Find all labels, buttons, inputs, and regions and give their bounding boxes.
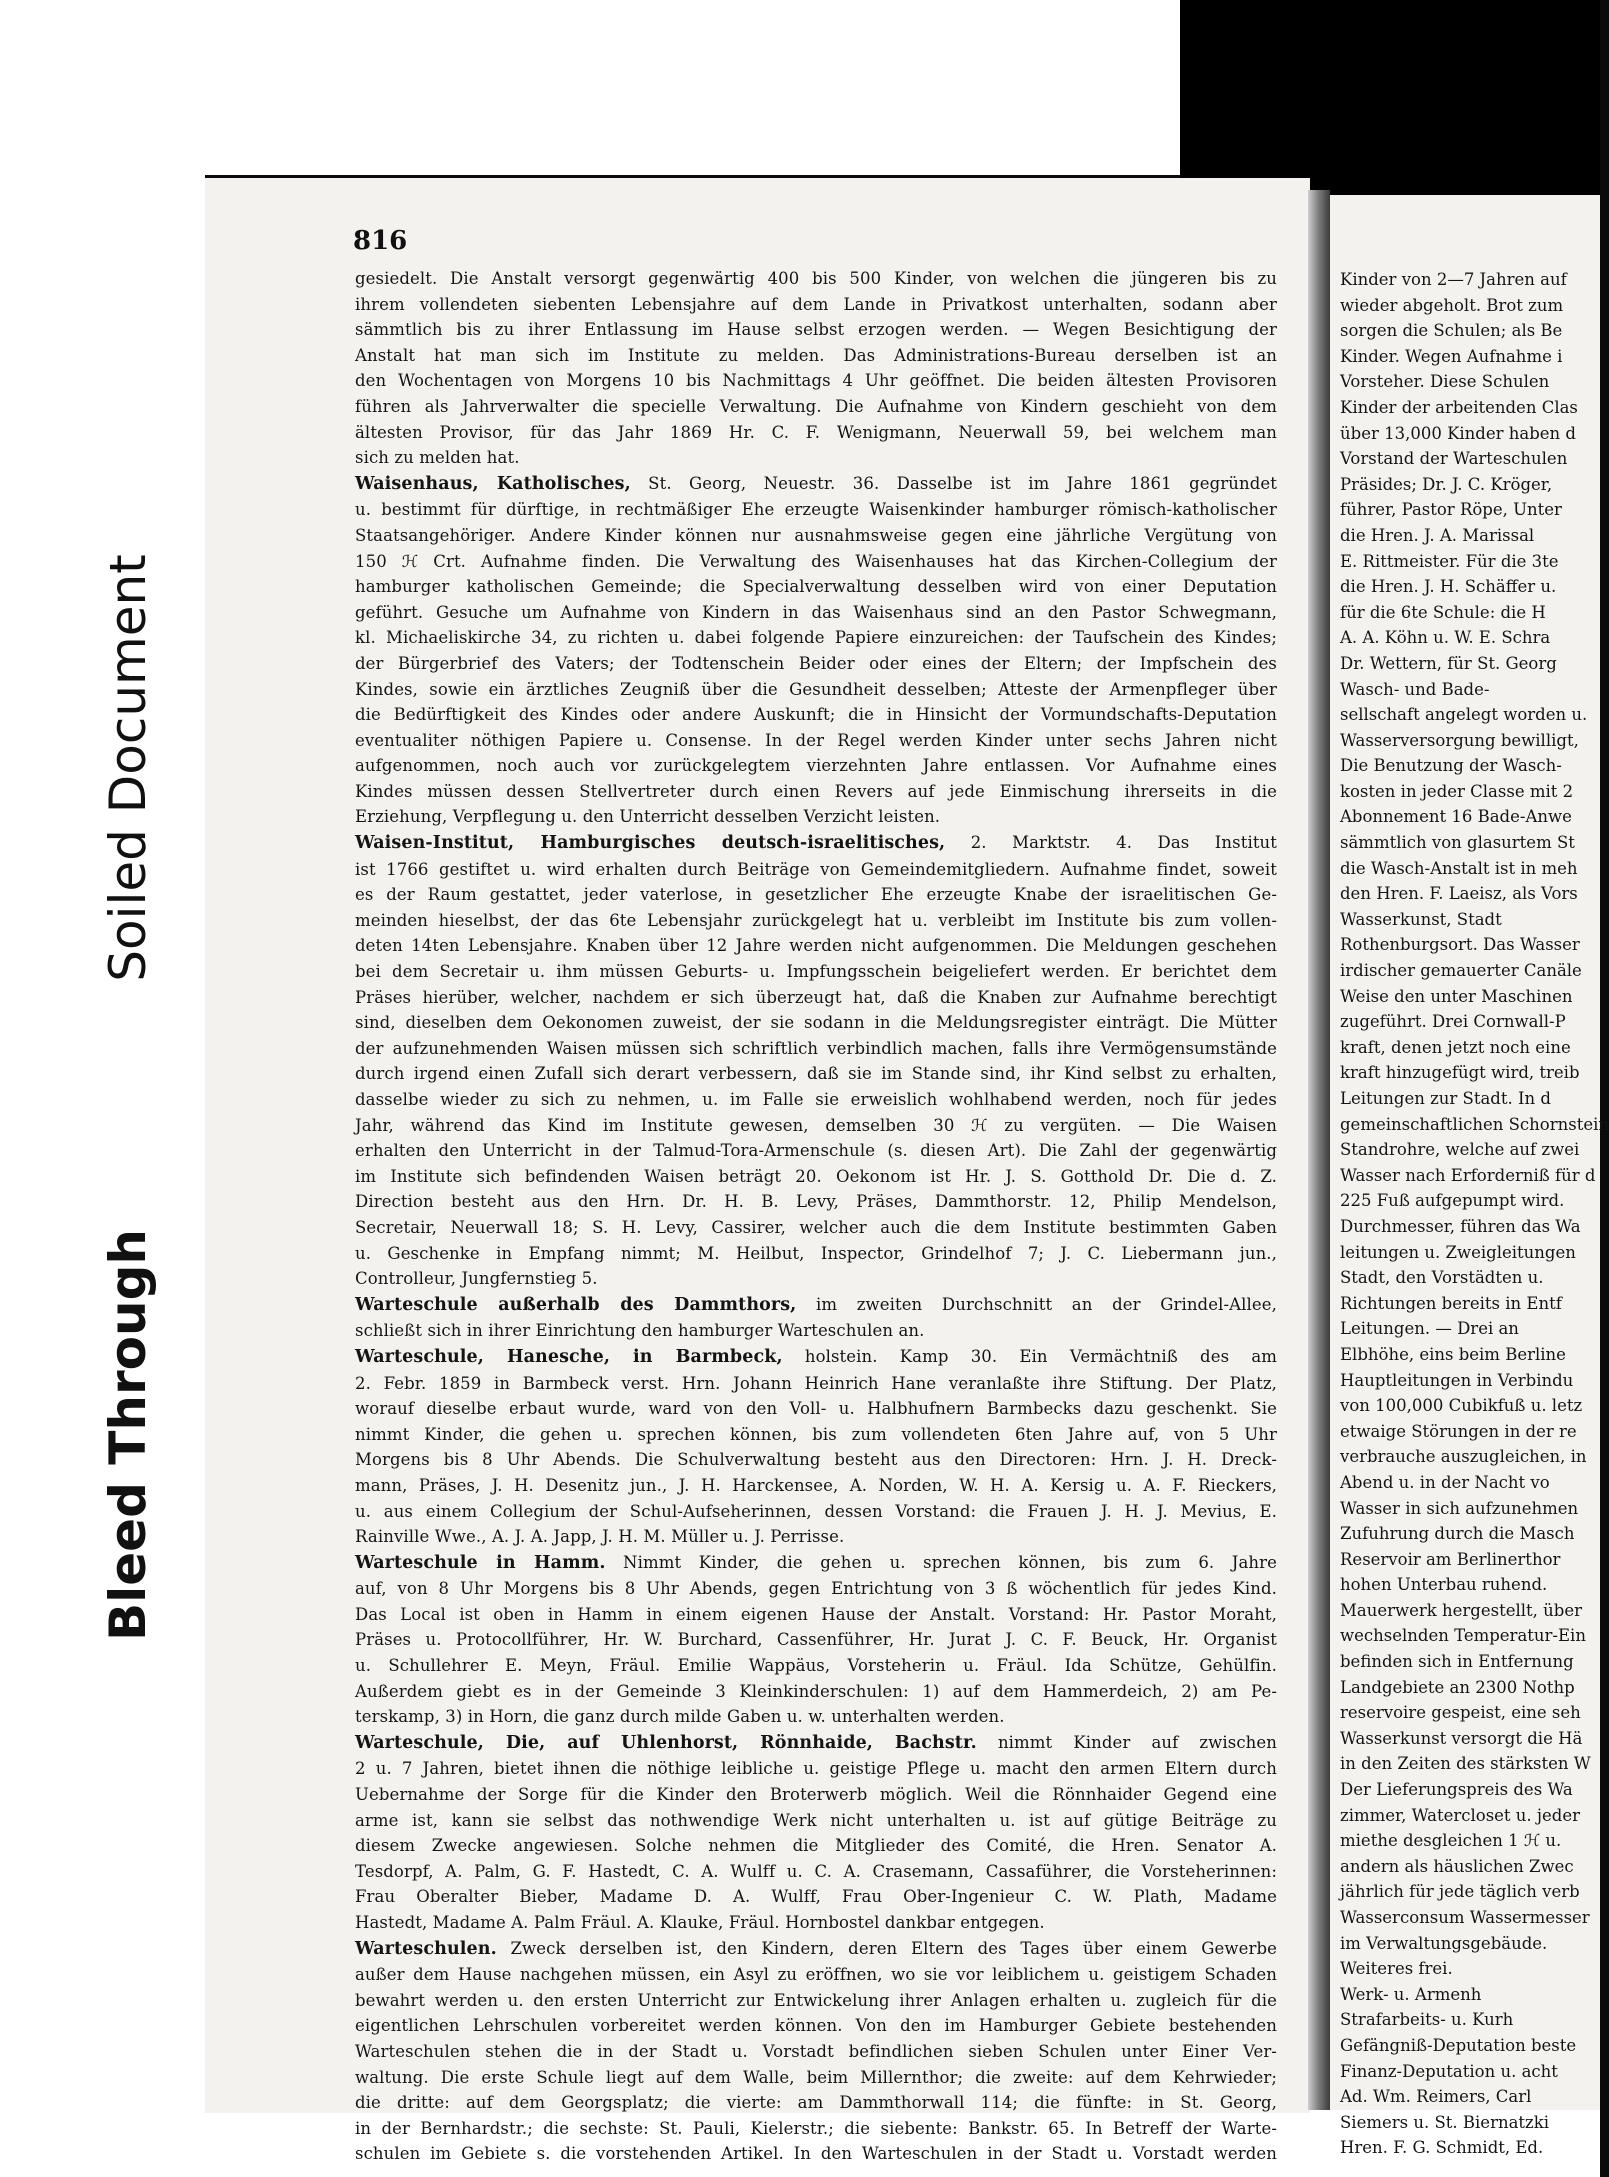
text-line bbox=[355, 420, 1277, 446]
entry-heading: Warteschule in Hamm. bbox=[355, 1552, 606, 1573]
right-page-line: miethe desgleichen 1 ℋ u. bbox=[1340, 1831, 1562, 1851]
line-text: Secretair, Neuerwall 18; S. H. Levy, Cassirer, welcher auch die dem Institute bestimmten Gaben bbox=[355, 1217, 1277, 1237]
right-page-line: Hren. F. G. Schmidt, Ed. bbox=[1340, 2138, 1544, 2158]
main-text-column bbox=[355, 266, 1277, 2167]
right-page-line: Gefängniß-Deputation beste bbox=[1340, 2035, 1577, 2055]
right-page-line: Der Lieferungspreis des Wa bbox=[1340, 1780, 1573, 1800]
text-line bbox=[355, 1910, 1277, 1936]
line-text: im Institute sich befindenden Waisen beträgt 20. Oekonom ist Hr. J. S. Gotthold Dr. Die d. Z. bbox=[355, 1166, 1277, 1186]
entry-heading: Waisen-Institut, Hamburgisches deutsch-israelitisches, bbox=[355, 833, 946, 854]
line-text: außer dem Hause nachgehen müssen, ein Asyl zu eröffnen, wo sie vor leiblichem u. geistigem Schaden bbox=[355, 1965, 1277, 1985]
text-line bbox=[355, 625, 1277, 651]
line-text: holstein. Kamp 30. Ein Vermächtniß des am bbox=[782, 1346, 1278, 1366]
line-text: Präses u. Protocollführer, Hr. W. Burchard, Cassenführer, Hr. Jurat J. C. F. Beuck, Hr. Organist bbox=[355, 1630, 1277, 1650]
text-line bbox=[355, 1215, 1277, 1241]
right-page-line: gemeinschaftlichen Schornstein bbox=[1340, 1114, 1609, 1134]
bleed-through-stamp bbox=[78, 1145, 178, 1725]
right-page-line: Stadt, den Vorstädten u. bbox=[1340, 1268, 1544, 1288]
right-page-line: reservoire gespeist, eine seh bbox=[1340, 1703, 1581, 1723]
right-page-line: für die 6te Schule: die H bbox=[1340, 602, 1546, 622]
text-line bbox=[355, 1189, 1277, 1215]
text-line bbox=[355, 549, 1277, 575]
line-text: Staatsangehöriger. Andere Kinder können nur ausnahmsweise gegen eine jährliche Vergütung von bbox=[355, 525, 1277, 545]
entry-heading: Warteschule, Hanesche, in Barmbeck, bbox=[355, 1346, 783, 1367]
line-text: ist 1766 gestiftet u. wird erhalten durch Beiträge von Gemeindemitgliedern. Aufnahme findet, soweit bbox=[355, 859, 1277, 879]
line-text: bewahrt werden u. den ersten Unterricht zur Entwickelung ihrer Anlagen erhalten u. zugleich für die bbox=[355, 1990, 1277, 2010]
right-page bbox=[1330, 195, 1609, 2158]
text-line bbox=[355, 292, 1277, 318]
text-line bbox=[355, 2090, 1277, 2116]
right-page-line: Strafarbeits- u. Kurh bbox=[1340, 2010, 1514, 2030]
right-page-line: wieder abgeholt. Brot zum bbox=[1340, 295, 1564, 315]
text-line bbox=[355, 1447, 1277, 1473]
right-page-line: Finanz-Deputation u. acht bbox=[1340, 2061, 1558, 2081]
right-page-line: sämmtlich von glasurtem St bbox=[1340, 833, 1575, 853]
right-page-line: Zufuhrung durch die Masch bbox=[1340, 1524, 1575, 1544]
entry-heading-line bbox=[355, 1292, 1277, 1319]
line-text: worauf dieselbe erbaut wurde, ward von den Voll- u. Halbhufnern Barmbecks dazu geschenkt. Sie bbox=[355, 1399, 1277, 1419]
page-number: 816 bbox=[353, 226, 408, 256]
left-page bbox=[205, 178, 1310, 2164]
line-text: eventualiter nöthigen Papiere u. Consense. In der Regel werden Kinder unter sechs Jahren nicht bbox=[355, 730, 1277, 750]
right-page-line: 225 Fuß aufgepumpt wird. bbox=[1340, 1191, 1565, 1211]
line-text: u. Schullehrer E. Meyn, Fräul. Emilie Wappäus, Vorsteherin u. Fräul. Ida Schütze, Gehülfin. bbox=[355, 1656, 1277, 1676]
right-page-line: Siemers u. St. Biernatzki bbox=[1340, 2112, 1550, 2132]
line-text: kl. Michaeliskirche 34, zu richten u. dabei folgende Papiere einzureichen: der Taufschein des Kindes; bbox=[355, 628, 1277, 648]
line-text: erhalten den Unterricht in der Talmud-Tora-Armenschule (s. diesen Art). Die Zahl der gegenwärtig bbox=[355, 1141, 1277, 1161]
entry-heading-line bbox=[355, 1550, 1277, 1577]
right-page-line: befinden sich in Entfernung bbox=[1340, 1652, 1574, 1672]
right-page-line: Kinder der arbeitenden Clas bbox=[1340, 397, 1578, 417]
text-line bbox=[355, 728, 1277, 754]
line-text: sind, dieselben dem Oekonomen zuweist, der sie sodann in die Meldungsregister einträgt. Die Mütter bbox=[355, 1013, 1277, 1033]
right-page-line: Rothenburgsort. Das Wasser bbox=[1340, 935, 1580, 955]
line-text: 2 u. 7 Jahren, bietet ihnen die nöthige leibliche u. geistige Pflege u. macht den armen Eltern durch bbox=[355, 1759, 1277, 1779]
text-line bbox=[355, 1988, 1277, 2014]
text-line bbox=[355, 1782, 1277, 1808]
line-text: Rainville Wwe., A. J. A. Japp, J. H. M. Müller u. J. Perrisse. bbox=[355, 1527, 845, 1547]
page-gutter bbox=[1308, 190, 1330, 2110]
line-text: arme ist, kann sie selbst das nothwendige Werk nicht unterhalten u. ist auf gütige Beiträge zu bbox=[355, 1810, 1277, 1830]
line-text: aufgenommen, noch auch vor zurückgelegtem vierzehnten Jahre entlassen. Vor Aufnahme eines bbox=[355, 756, 1277, 776]
line-text: eigentlichen Lehrschulen vorbereitet werden können. Von den im Hamburger Gebiete bestehenden bbox=[355, 2016, 1277, 2036]
right-page-line: kosten in jeder Classe mit 2 bbox=[1340, 781, 1574, 801]
right-page-line: kraft, denen jetzt noch eine bbox=[1340, 1037, 1571, 1057]
entry-heading-line bbox=[355, 830, 1277, 857]
line-text: Kindes, sowie ein ärztliches Zeugniß über die Gesundheit desselben; Atteste der Armenpfleger über bbox=[355, 679, 1277, 699]
text-line bbox=[355, 1318, 1277, 1344]
line-text: in der Bernhardstr.; die sechste: St. Pauli, Kielerstr.; die siebente: Bankstr. 65. In Betreff der Warte- bbox=[355, 2118, 1277, 2138]
line-text: geführt. Gesuche um Aufnahme von Kindern in das Waisenhaus sind an den Pastor Schwegmann, bbox=[355, 602, 1277, 622]
text-line bbox=[355, 2065, 1277, 2091]
right-page-line: zimmer, Watercloset u. jeder bbox=[1340, 1805, 1581, 1825]
line-text: Morgens bis 8 Uhr Abends. Die Schulverwaltung besteht aus den Directoren: Hrn. J. H. Dreck- bbox=[355, 1450, 1277, 1470]
line-text: Kindes müssen dessen Stellvertreter durch einen Revers auf jede Einmischung ihrerseits in die bbox=[355, 781, 1277, 801]
text-line bbox=[355, 368, 1277, 394]
text-line bbox=[355, 2039, 1277, 2065]
line-text: waltung. Die erste Schule liegt auf dem Walle, beim Millernthor; die zweite: auf dem Kehrwieder; bbox=[355, 2067, 1277, 2087]
right-page-line: Abend u. in der Nacht vo bbox=[1340, 1472, 1550, 1492]
right-page-line: Leitungen. — Drei an bbox=[1340, 1319, 1519, 1339]
right-page-line: jährlich für jede täglich verb bbox=[1340, 1882, 1580, 1902]
right-page-line: leitungen u. Zweigleitungen bbox=[1340, 1242, 1576, 1262]
left-scan-margin bbox=[0, 0, 205, 2177]
line-text: ältesten Provisor, für das Jahr 1869 Hr. C. F. Wenigmann, Neuerwall 59, bei welchem man bbox=[355, 422, 1277, 442]
line-text: 2. Febr. 1859 in Barmbeck verst. Hrn. Johann Heinrich Hane veranlaßte ihre Stiftung. Der Platz, bbox=[355, 1373, 1277, 1393]
right-page-line: Präsides; Dr. J. C. Kröger, bbox=[1340, 474, 1553, 494]
text-line bbox=[355, 1422, 1277, 1448]
line-text: deten 14ten Lebensjahre. Knaben über 12 Jahre werden nicht aufgenommen. Die Meldungen geschehen bbox=[355, 936, 1277, 956]
right-page-line: Wasserkunst versorgt die Hä bbox=[1340, 1728, 1583, 1748]
right-page-line: Ad. Wm. Reimers, Carl bbox=[1340, 2087, 1532, 2107]
line-text: Anstalt hat man sich im Institute zu melden. Das Administrations-Bureau derselben ist an bbox=[355, 345, 1277, 365]
line-text: mann, Präses, J. H. Desenitz jun., J. H. Harckensee, A. Norden, W. H. A. Kersig u. A. F. Rieckers, bbox=[355, 1475, 1277, 1495]
right-page-line: sorgen die Schulen; als Be bbox=[1340, 321, 1563, 341]
text-line bbox=[355, 1524, 1277, 1550]
right-page-line: den Hren. F. Laeisz, als Vors bbox=[1340, 884, 1578, 904]
text-line bbox=[355, 1113, 1277, 1139]
right-page-line: Vorstand der Warteschulen bbox=[1340, 449, 1568, 469]
soiled-document-label: Soiled Document bbox=[99, 553, 157, 982]
right-page-line: Standrohre, welche auf zwei bbox=[1340, 1140, 1580, 1160]
right-page-line: die Wasch-Anstalt ist in meh bbox=[1340, 858, 1578, 878]
text-line bbox=[355, 1704, 1277, 1730]
right-page-line: Kinder von 2—7 Jahren auf bbox=[1340, 270, 1567, 289]
line-text: 150 ℋ Crt. Aufnahme finden. Die Verwaltung des Waisenhauses hat das Kirchen-Collegium der bbox=[355, 551, 1277, 571]
right-page-line: Wasserversorgung bewilligt, bbox=[1340, 730, 1579, 750]
right-page-line: Weiteres frei. bbox=[1340, 1959, 1453, 1979]
text-line bbox=[355, 523, 1277, 549]
right-page-line: hohen Unterbau ruhend. bbox=[1340, 1575, 1548, 1595]
text-line bbox=[355, 1653, 1277, 1679]
text-line bbox=[355, 2116, 1277, 2142]
right-page-line: wechselnden Temperatur-Ein bbox=[1340, 1626, 1586, 1646]
line-text: terskamp, 3) in Horn, die ganz durch milde Gaben u. w. unterhalten werden. bbox=[355, 1707, 1005, 1727]
right-page-line: Leitungen zur Stadt. In d bbox=[1340, 1089, 1551, 1108]
right-page-line: Wasch- und Bade- bbox=[1340, 679, 1490, 699]
line-text: nimmt Kinder auf zwischen bbox=[976, 1732, 1277, 1752]
text-line bbox=[355, 1808, 1277, 1834]
right-page-line: Abonnement 16 Bade-Anwe bbox=[1340, 807, 1572, 827]
right-page-line: Weise den unter Maschinen bbox=[1340, 986, 1573, 1006]
text-line bbox=[355, 908, 1277, 934]
text-line bbox=[355, 394, 1277, 420]
line-text: Jahr, während das Kind im Institute gewesen, demselben 30 ℋ zu vergüten. — Die Waisen bbox=[355, 1115, 1277, 1135]
right-page-line: Kinder. Wegen Aufnahme i bbox=[1340, 346, 1563, 366]
line-text: Außerdem giebt es in der Gemeinde 3 Kleinkinderschulen: 1) auf dem Hammerdeich, 2) am Pe- bbox=[355, 1681, 1277, 1701]
text-line bbox=[355, 1602, 1277, 1628]
line-text: der aufzunehmenden Waisen müssen sich schriftlich verbindlich machen, falls ihre Vermögensumstände bbox=[355, 1038, 1277, 1058]
text-line bbox=[355, 600, 1277, 626]
right-page-line: Mauerwerk hergestellt, über bbox=[1340, 1600, 1583, 1620]
line-text: Nimmt Kinder, die gehen u. sprechen können, bis zum 6. Jahre bbox=[605, 1552, 1278, 1572]
line-text: Hastedt, Madame A. Palm Fräul. A. Klauke, Fräul. Hornbostel dankbar entgegen. bbox=[355, 1913, 1045, 1932]
text-line bbox=[355, 445, 1277, 471]
right-page-line: Durchmesser, führen das Wa bbox=[1340, 1216, 1581, 1236]
line-text: Das Local ist oben in Hamm in einem eigenen Hause der Anstalt. Vorstand: Hr. Pastor Moraht, bbox=[355, 1604, 1277, 1624]
right-page-line: von 100,000 Cubikfuß u. letz bbox=[1340, 1396, 1583, 1416]
line-text: die Bedürftigkeit des Kindes oder andere Auskunft; die in Hinsicht der Vormundschafts-Deputation bbox=[355, 705, 1277, 725]
right-page-line: sellschaft angelegt worden u. bbox=[1340, 705, 1588, 725]
right-page-line: A. A. Köhn u. W. E. Schra bbox=[1340, 628, 1551, 648]
line-text: dasselbe wieder zu sich zu nehmen, u. im Falle sie erweislich wohlhabend werden, noch für jedes bbox=[355, 1090, 1277, 1109]
right-page-line: führer, Pastor Röpe, Unter bbox=[1340, 500, 1562, 520]
line-text: es der Raum gestattet, jeder vaterlose, in gesetzlicher Ehe erzeugte Knabe der israelitischen Ge- bbox=[355, 885, 1277, 905]
line-text: gesiedelt. Die Anstalt versorgt gegenwärtig 400 bis 500 Kinder, von welchen die jüngeren bis zu bbox=[355, 269, 1277, 288]
right-page-line: Dr. Wettern, für St. Georg bbox=[1340, 653, 1557, 673]
line-text: schließt sich in ihrer Einrichtung den hamburger Warteschulen an. bbox=[355, 1321, 925, 1341]
line-text: Frau Oberalter Bieber, Madame D. A. Wulff, Frau Ober-Ingenieur C. W. Plath, Madame bbox=[355, 1887, 1277, 1907]
line-text: St. Georg, Neuestr. 36. Dasselbe ist im Jahre 1861 gegründet bbox=[630, 473, 1277, 493]
entry-heading: Warteschule außerhalb des Dammthors, bbox=[355, 1294, 797, 1315]
text-line bbox=[355, 266, 1277, 292]
text-line bbox=[355, 1627, 1277, 1653]
text-line bbox=[355, 1884, 1277, 1910]
line-text: Zweck derselben ist, den Kindern, deren Eltern des Tages über einem Gewerbe bbox=[496, 1938, 1277, 1958]
line-text: ihrem vollendeten siebenten Lebensjahre auf dem Lande in Privatkost unterhalten, sodann aber bbox=[355, 294, 1277, 314]
right-page-line: Die Benutzung der Wasch- bbox=[1340, 756, 1562, 776]
right-page-line: Wasserconsum Wassermesser bbox=[1340, 1908, 1590, 1927]
text-line bbox=[355, 857, 1277, 883]
line-text: nimmt Kinder, die gehen u. sprechen können, bis zum vollendeten 6ten Jahre auf, von 5 Uhr bbox=[355, 1424, 1277, 1444]
right-page-line: über 13,000 Kinder haben d bbox=[1340, 423, 1576, 443]
right-page-line: Vorsteher. Diese Schulen bbox=[1340, 372, 1550, 392]
text-line bbox=[355, 1241, 1277, 1267]
text-line bbox=[355, 574, 1277, 600]
right-page-line: Richtungen bereits in Entf bbox=[1340, 1293, 1562, 1313]
right-page-line: kraft hinzugefügt wird, treib bbox=[1340, 1063, 1580, 1083]
right-page-line: zugeführt. Drei Cornwall-P bbox=[1340, 1012, 1566, 1032]
line-text: Präses hierüber, welcher, nachdem er sich überzeugt hat, daß die Knaben zur Aufnahme berechtigt bbox=[355, 987, 1277, 1007]
right-page-line: verbrauche auszugleichen, in bbox=[1340, 1447, 1587, 1467]
right-page-line: Landgebiete an 2300 Nothp bbox=[1340, 1677, 1575, 1697]
text-line bbox=[355, 1036, 1277, 1062]
text-line bbox=[355, 1576, 1277, 1602]
line-text: die dritte: auf dem Georgsplatz; die vierte: am Dammthorwall 114; die fünfte: in St. Georg, bbox=[355, 2093, 1277, 2113]
text-line bbox=[355, 1833, 1277, 1859]
text-line bbox=[355, 1371, 1277, 1397]
line-text: Uebernahme der Sorge für die Kinder den Broterwerb möglich. Weil die Rönnhaider Gegend eine bbox=[355, 1785, 1277, 1805]
entry-heading-line bbox=[355, 1730, 1277, 1757]
text-line bbox=[355, 1087, 1277, 1113]
text-line bbox=[355, 933, 1277, 959]
text-line bbox=[355, 1499, 1277, 1525]
line-text: im zweiten Durchschnitt an der Grindel-Allee, bbox=[796, 1294, 1277, 1314]
text-line bbox=[355, 702, 1277, 728]
right-page-line: Reservoir am Berlinerthor bbox=[1340, 1549, 1561, 1569]
right-page-line: etwaige Störungen in der re bbox=[1340, 1421, 1577, 1441]
text-line bbox=[355, 959, 1277, 985]
soiled-document-stamp bbox=[78, 470, 178, 1065]
text-line bbox=[355, 317, 1277, 343]
line-text: u. Geschenke in Empfang nimmt; M. Heilbut, Inspector, Grindelhof 7; J. C. Liebermann jun., bbox=[355, 1243, 1277, 1263]
line-text: schulen im Gebiete s. die vorstehenden Artikel. In den Warteschulen in der Stadt u. Vorstadt werden bbox=[355, 2144, 1277, 2164]
text-line bbox=[355, 1679, 1277, 1705]
line-text: 2. Marktstr. 4. Das Institut bbox=[945, 833, 1278, 853]
text-line bbox=[355, 1138, 1277, 1164]
line-text: führen als Jahrverwalter die specielle Verwaltung. Die Aufnahme von Kindern geschieht von dem bbox=[355, 396, 1277, 416]
bleed-through-label: Bleed Through bbox=[99, 1229, 157, 1641]
right-page-line: Wasser in sich aufzunehmen bbox=[1340, 1498, 1579, 1518]
line-text: bei dem Secretair u. ihm müssen Geburts- u. Impfungsschein beigeliefert werden. Er berichtet dem bbox=[355, 962, 1277, 982]
text-line bbox=[355, 1010, 1277, 1036]
text-line bbox=[355, 1859, 1277, 1885]
text-line bbox=[355, 497, 1277, 523]
line-text: Direction besteht aus den Hrn. Dr. H. B. Levy, Präses, Dammthorstr. 12, Philip Mendelson, bbox=[355, 1192, 1277, 1212]
text-line bbox=[355, 985, 1277, 1011]
text-line bbox=[355, 2013, 1277, 2039]
text-line bbox=[355, 882, 1277, 908]
line-text: durch irgend einen Zufall sich derart verbessern, daß sie im Stande sind, ihr Kind selbst zu erhalten, bbox=[355, 1064, 1277, 1084]
right-page-line: E. Rittmeister. Für die 3te bbox=[1340, 551, 1559, 571]
entry-heading: Waisenhaus, Katholisches, bbox=[355, 473, 631, 494]
line-text: meinden hieselbst, der das 6te Lebensjahr zurückgelegt hat u. verbleibt im Institute bis zum vollen- bbox=[355, 910, 1277, 930]
right-page-line: Elbhöhe, eins beim Berline bbox=[1340, 1344, 1566, 1364]
right-page-line: die Hren. J. H. Schäffer u. bbox=[1340, 577, 1557, 597]
line-text: der Bürgerbrief des Vaters; der Todtenschein Beider oder eines der Eltern; der Impfschein des bbox=[355, 653, 1277, 673]
line-text: u. bestimmt für dürftige, in rechtmäßiger Ehe erzeugte Waisenkinder hamburger römisch-katholischer bbox=[355, 500, 1277, 520]
text-line bbox=[355, 2141, 1277, 2167]
line-text: diesem Zwecke angewiesen. Solche nehmen die Mitglieder des Comité, die Hren. Senator A. bbox=[355, 1836, 1277, 1856]
text-line bbox=[355, 779, 1277, 805]
line-text: Controlleur, Jungfernstieg 5. bbox=[355, 1269, 598, 1289]
line-text: auf, von 8 Uhr Morgens bis 8 Uhr Abends, gegen Entrichtung von 3 ß wöchentlich für jedes Kind. bbox=[355, 1579, 1277, 1599]
line-text: sämmtlich bis zu ihrer Entlassung im Hause selbst erzogen werden. — Wegen Besichtigung der bbox=[355, 320, 1277, 340]
entry-heading-line bbox=[355, 1344, 1277, 1371]
right-text-column bbox=[1340, 267, 1609, 2161]
text-line bbox=[355, 1756, 1277, 1782]
entry-heading-line bbox=[355, 1936, 1277, 1963]
line-text: Tesdorpf, A. Palm, G. F. Hastedt, C. A. Wulff u. C. A. Crasemann, Cassaführer, die Vorsteherinnen: bbox=[355, 1861, 1277, 1881]
right-page-line: die Hren. J. A. Marissal bbox=[1340, 525, 1535, 545]
text-line bbox=[355, 1962, 1277, 1988]
text-line bbox=[355, 1266, 1277, 1292]
line-text: sich zu melden hat. bbox=[355, 448, 520, 468]
line-text: u. aus einem Collegium der Schul-Aufseherinnen, dessen Vorstand: die Frauen J. H. J. Mevius, E. bbox=[355, 1501, 1277, 1521]
right-page-line: irdischer gemauerter Canäle bbox=[1340, 961, 1582, 981]
text-line bbox=[355, 1396, 1277, 1422]
line-text: den Wochentagen von Morgens 10 bis Nachmittags 4 Uhr geöffnet. Die beiden ältesten Provisoren bbox=[355, 371, 1277, 391]
line-text: Warteschulen stehen die in der Stadt u. Vorstadt befindlichen sieben Schulen unter Einer Ver- bbox=[355, 2041, 1277, 2061]
right-page-line: Werk- u. Armenh bbox=[1340, 1984, 1482, 2004]
text-line bbox=[355, 1164, 1277, 1190]
right-page-line: Wasserkunst, Stadt bbox=[1340, 909, 1502, 929]
right-page-line: in den Zeiten des stärksten W bbox=[1340, 1754, 1591, 1774]
right-page-line: im Verwaltungsgebäude. bbox=[1340, 1933, 1548, 1953]
line-text: hamburger katholischen Gemeinde; die Specialverwaltung desselben wird von einer Deputation bbox=[355, 577, 1277, 597]
text-line bbox=[355, 677, 1277, 703]
text-line bbox=[355, 1061, 1277, 1087]
right-page-line: Wasser nach Erforderniß für d bbox=[1340, 1165, 1596, 1185]
entry-heading: Warteschulen. bbox=[355, 1938, 497, 1959]
right-page-line: andern als häuslichen Zwec bbox=[1340, 1856, 1574, 1876]
text-line bbox=[355, 651, 1277, 677]
right-page-line: Hauptleitungen in Verbindu bbox=[1340, 1370, 1574, 1390]
line-text: Erziehung, Verpflegung u. den Unterricht desselben Verzicht leisten. bbox=[355, 807, 941, 827]
text-line bbox=[355, 343, 1277, 369]
text-line bbox=[355, 753, 1277, 779]
text-line bbox=[355, 804, 1277, 830]
text-line bbox=[355, 1473, 1277, 1499]
entry-heading-line bbox=[355, 471, 1277, 498]
entry-heading: Warteschule, Die, auf Uhlenhorst, Rönnhaide, Bachstr. bbox=[355, 1732, 977, 1753]
